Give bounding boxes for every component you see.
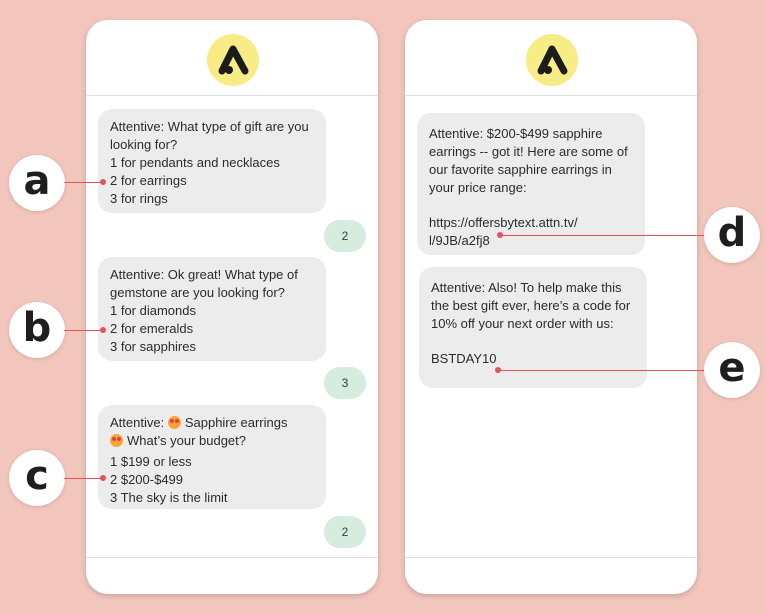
reply-bubble: 2	[324, 220, 366, 252]
phone-footer	[405, 557, 697, 558]
option-2: 2 for emeralds	[110, 321, 194, 336]
option-3: 3 for sapphires	[110, 339, 196, 354]
attentive-logo-icon	[207, 34, 259, 86]
message-text: Attentive: Ok great! What type of gemstone are you looking for?	[110, 267, 298, 300]
message-text: Attentive: Also! To help make this the best gift ever, here’s a code for 10% off your next order with us:	[431, 280, 631, 331]
discount-code: BSTDAY10	[431, 351, 497, 366]
callout-line-b	[64, 330, 102, 331]
message-text: Attentive: What type of gift are you looking for?	[110, 119, 309, 152]
phone-screen-right	[405, 20, 697, 594]
option-2: 2 for earrings	[110, 173, 187, 188]
heart-eyes-emoji-icon	[110, 434, 123, 447]
option-1: 1 $199 or less	[110, 454, 192, 469]
option-3: 3 The sky is the limit	[110, 490, 228, 505]
heart-eyes-emoji-icon	[168, 416, 181, 429]
callout-dot-b	[100, 327, 106, 333]
callout-line-c	[64, 478, 102, 479]
callout-marker-e: e	[704, 342, 760, 398]
callout-marker-c: c	[9, 450, 65, 506]
reply-bubble: 2	[324, 516, 366, 548]
message-text: Attentive: $200-$499 sapphire earrings -- got it! Here are some of our favorite sapphire earrings in your price range:	[429, 126, 628, 195]
option-3: 3 for rings	[110, 191, 168, 206]
callout-marker-a: a	[9, 155, 65, 211]
option-1: 1 for diamonds	[110, 303, 196, 318]
callout-line-e	[498, 370, 706, 371]
offer-link[interactable]: https://offersbytext.attn.tv/ l/9JB/a2fj8	[429, 215, 578, 248]
message-title	[110, 414, 314, 432]
callout-line-a	[64, 182, 102, 183]
phone-footer	[86, 557, 378, 558]
phone-header	[405, 20, 697, 96]
callout-marker-b: b	[9, 302, 65, 358]
callout-marker-d: d	[704, 207, 760, 263]
attentive-logo-icon	[526, 34, 578, 86]
option-1: 1 for pendants and necklaces	[110, 155, 280, 170]
message-text: Attentive:	[110, 415, 165, 430]
message-text: What’s your budget?	[127, 433, 246, 448]
callout-dot-a	[100, 179, 106, 185]
message-bubble	[98, 257, 326, 361]
phone-screen-left	[86, 20, 378, 594]
message-text: Sapphire earrings	[184, 415, 288, 430]
reply-bubble: 3	[324, 367, 366, 399]
message-bubble	[417, 113, 645, 255]
callout-line-d	[500, 235, 706, 236]
phone-header	[86, 20, 378, 96]
message-bubble	[98, 109, 326, 213]
option-2: 2 $200-$499	[110, 472, 184, 487]
callout-dot-c	[100, 475, 106, 481]
message-title-line2	[110, 432, 314, 450]
message-bubble	[98, 405, 326, 509]
